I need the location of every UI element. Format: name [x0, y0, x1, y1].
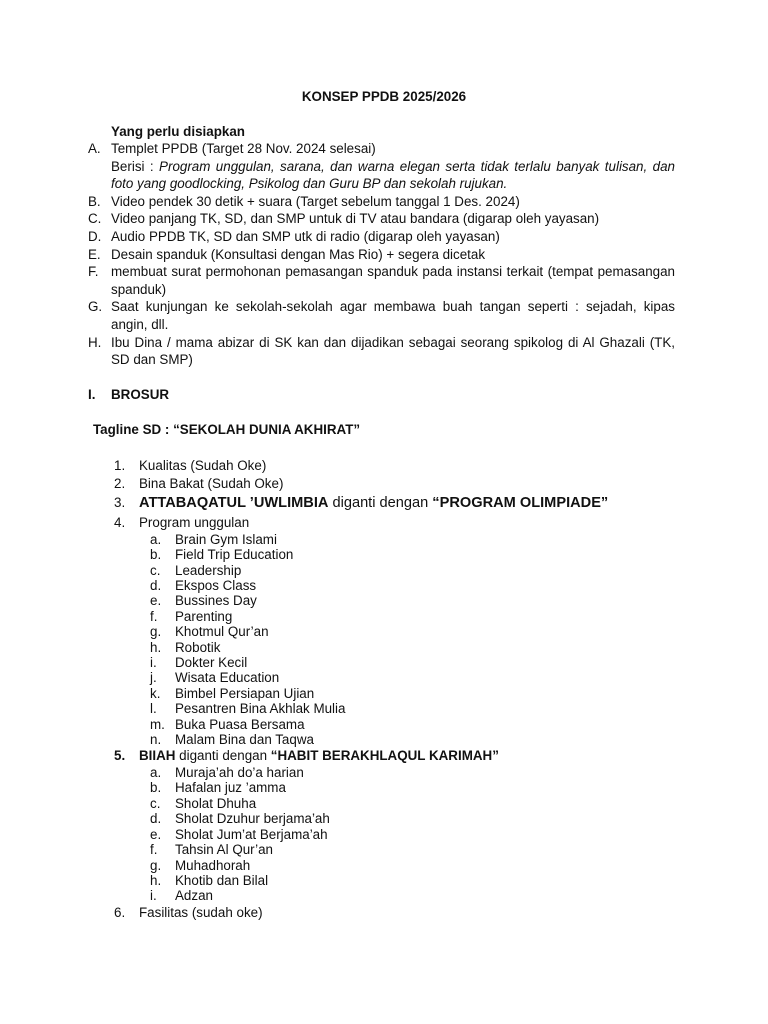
- list-marker: c.: [150, 562, 161, 578]
- list-marker: f.: [150, 842, 158, 858]
- list-marker: e.: [150, 593, 162, 609]
- brosur-item-6: [114, 904, 674, 922]
- list-marker: e.: [150, 826, 162, 842]
- list-item: [150, 796, 674, 811]
- section-title: BROSUR: [111, 387, 170, 402]
- preparation-item-b: [88, 193, 675, 211]
- list-item-text: Muraja’ah do’a harian: [175, 765, 304, 781]
- list-item-text: Ibu Dina / mama abizar di SK kan dan dijadikan sebagai seorang spikolog di Al Ghazali (TK, SD dan SMP): [111, 334, 675, 368]
- brosur-list: [114, 457, 674, 921]
- list-item: [150, 888, 674, 903]
- list-item-text: Sholat Jum’at Berjama’ah: [175, 826, 328, 842]
- program-unggulan-list: [114, 532, 674, 748]
- list-item-text: Video panjang TK, SD, dan SMP untuk di TV atau bandara (digarap oleh yayasan): [111, 211, 600, 227]
- preparation-item-h: [88, 334, 675, 369]
- preparation-item-g: [88, 298, 675, 333]
- list-marker: 5.: [114, 748, 126, 764]
- preparation-note: [88, 158, 675, 193]
- list-marker: 2.: [114, 475, 126, 491]
- list-item-text: Robotik: [175, 639, 221, 655]
- brosur-item-4: [114, 514, 674, 532]
- list-marker: 4.: [114, 515, 126, 531]
- new-name-text: “HABIT BERAKHLAQUL KARIMAH”: [270, 748, 499, 764]
- list-marker: d.: [150, 578, 162, 593]
- list-item-text: membuat surat permohonan pemasangan spanduk pada instansi terkait (tempat pemasangan spanduk): [111, 264, 675, 297]
- list-item: [150, 811, 674, 826]
- list-marker: b.: [150, 780, 162, 796]
- list-item-text: Pesantren Bina Akhlak Mulia: [175, 701, 346, 717]
- list-item-text: Video pendek 30 detik + suara (Target sebelum tanggal 1 Des. 2024): [111, 193, 520, 209]
- list-marker: G.: [88, 299, 103, 315]
- list-item: [150, 842, 674, 857]
- list-item: [150, 858, 674, 873]
- old-name-text: ATTABAQATUL ’UWLIMBIA: [139, 495, 329, 512]
- brosur-item-2: [114, 475, 674, 493]
- list-item: [150, 624, 674, 639]
- list-item-text: Saat kunjungan ke sekolah-sekolah agar membawa buah tangan seperti : sejadah, kipas angin, dll.: [111, 299, 675, 332]
- list-marker: g.: [150, 624, 162, 640]
- list-item-text: Desain spanduk (Konsultasi dengan Mas Rio) + segera dicetak: [111, 246, 486, 262]
- list-marker: d.: [150, 811, 162, 827]
- list-marker: k.: [150, 685, 161, 701]
- list-item-text: Khotmul Qur’an: [175, 624, 269, 640]
- preparation-item-a: [88, 140, 675, 158]
- list-item-text: Fasilitas (sudah oke): [139, 904, 263, 920]
- tagline: Tagline SD : “SEKOLAH DUNIA AKHIRAT”: [93, 422, 361, 437]
- connector-text: diganti dengan: [328, 495, 433, 512]
- list-item: [150, 701, 674, 716]
- list-marker: C.: [88, 211, 102, 227]
- list-item: [150, 732, 674, 747]
- list-item-text: Kualitas (Sudah Oke): [139, 458, 267, 473]
- list-marker: D.: [88, 228, 102, 244]
- list-marker: H.: [88, 334, 102, 350]
- list-marker: c.: [150, 795, 161, 811]
- list-item-text: Parenting: [175, 608, 233, 624]
- new-name-text: “PROGRAM OLIMPIADE”: [432, 495, 609, 512]
- section-number: I.: [88, 387, 96, 402]
- section-heading-brosur: [88, 386, 169, 404]
- list-item: [150, 578, 674, 593]
- list-item-text: Khotib dan Bilal: [175, 872, 269, 888]
- list-item: [150, 547, 674, 562]
- preparation-item-f: [88, 263, 675, 298]
- brosur-item-5: [114, 747, 674, 765]
- list-marker: m.: [150, 716, 165, 732]
- list-marker: i.: [150, 888, 157, 904]
- list-item-text: Brain Gym Islami: [175, 531, 277, 547]
- preparation-item-e: [88, 246, 675, 264]
- note-label: Berisi :: [111, 158, 160, 174]
- preparation-heading: Yang perlu disiapkan: [111, 124, 245, 139]
- list-item-text: Bina Bakat (Sudah Oke): [139, 475, 284, 491]
- list-item-text: Adzan: [175, 888, 213, 904]
- list-item-text: Leadership: [175, 562, 242, 578]
- list-marker: h.: [150, 639, 162, 655]
- preparation-item-c: [88, 210, 675, 228]
- list-item: [150, 765, 674, 780]
- brosur-item-3: [114, 493, 674, 513]
- list-item: [150, 563, 674, 578]
- list-marker: n.: [150, 732, 162, 748]
- list-item-text: [139, 747, 499, 765]
- list-item: [150, 640, 674, 655]
- list-item-text: Bussines Day: [175, 593, 257, 609]
- list-item: [150, 780, 674, 795]
- document-title: KONSEP PPDB 2025/2026: [301, 89, 467, 104]
- note-text: Program unggulan, sarana, dan warna elegan serta tidak terlalu banyak tulisan, dan foto yang goodlocking, Psikolog dan Guru BP dan sekolah rujukan.: [111, 158, 675, 192]
- list-marker: g.: [150, 857, 162, 873]
- preparation-list: [88, 140, 675, 369]
- list-item-text: Hafalan juz ’amma: [175, 780, 286, 796]
- list-item: [150, 593, 674, 608]
- list-marker: 6.: [114, 904, 126, 920]
- list-item: [150, 873, 674, 888]
- brosur-item-1: [114, 457, 674, 475]
- list-marker: a.: [150, 765, 162, 781]
- list-marker: j.: [150, 670, 157, 686]
- list-item-text: Bimbel Persiapan Ujian: [175, 685, 315, 701]
- list-marker: h.: [150, 872, 162, 888]
- list-item-text: Malam Bina dan Taqwa: [175, 732, 314, 748]
- list-item: [150, 827, 674, 842]
- list-item: [150, 655, 674, 670]
- list-item-text: Ekspos Class: [175, 578, 257, 593]
- list-marker: E.: [88, 246, 101, 262]
- list-item: [150, 532, 674, 547]
- list-item: [150, 686, 674, 701]
- list-marker: l.: [150, 701, 157, 717]
- list-marker: 3.: [114, 495, 126, 511]
- list-item-text: Audio PPDB TK, SD dan SMP utk di radio (digarap oleh yayasan): [111, 228, 500, 244]
- list-marker: 1.: [114, 458, 126, 473]
- list-item-text: Buka Puasa Bersama: [175, 716, 305, 732]
- list-item-text: Tahsin Al Qur’an: [175, 842, 274, 858]
- list-marker: a.: [150, 531, 162, 547]
- list-item: [150, 717, 674, 732]
- list-marker: b.: [150, 547, 162, 563]
- list-marker: B.: [88, 193, 101, 209]
- habit-list: [114, 765, 674, 904]
- list-item-text: Muhadhorah: [175, 857, 251, 873]
- list-item: [150, 609, 674, 624]
- list-item: [150, 670, 674, 685]
- list-item-text: Field Trip Education: [175, 547, 294, 563]
- list-marker: A.: [88, 141, 101, 156]
- list-marker: f.: [150, 608, 158, 624]
- list-item-text: Dokter Kecil: [175, 655, 248, 671]
- list-marker: F.: [88, 264, 99, 280]
- connector-text: diganti dengan: [175, 748, 271, 764]
- list-item-text: Wisata Education: [175, 670, 280, 686]
- old-name-text: BIIAH: [139, 748, 176, 764]
- list-item-text: Sholat Dzuhur berjama’ah: [175, 811, 330, 827]
- preparation-item-d: [88, 228, 675, 246]
- list-marker: i.: [150, 655, 157, 671]
- list-item-text: [139, 494, 608, 513]
- list-item-text: Program unggulan: [139, 515, 250, 531]
- list-item-text: Templet PPDB (Target 28 Nov. 2024 selesai): [111, 141, 376, 156]
- list-item-text: Sholat Dhuha: [175, 795, 257, 811]
